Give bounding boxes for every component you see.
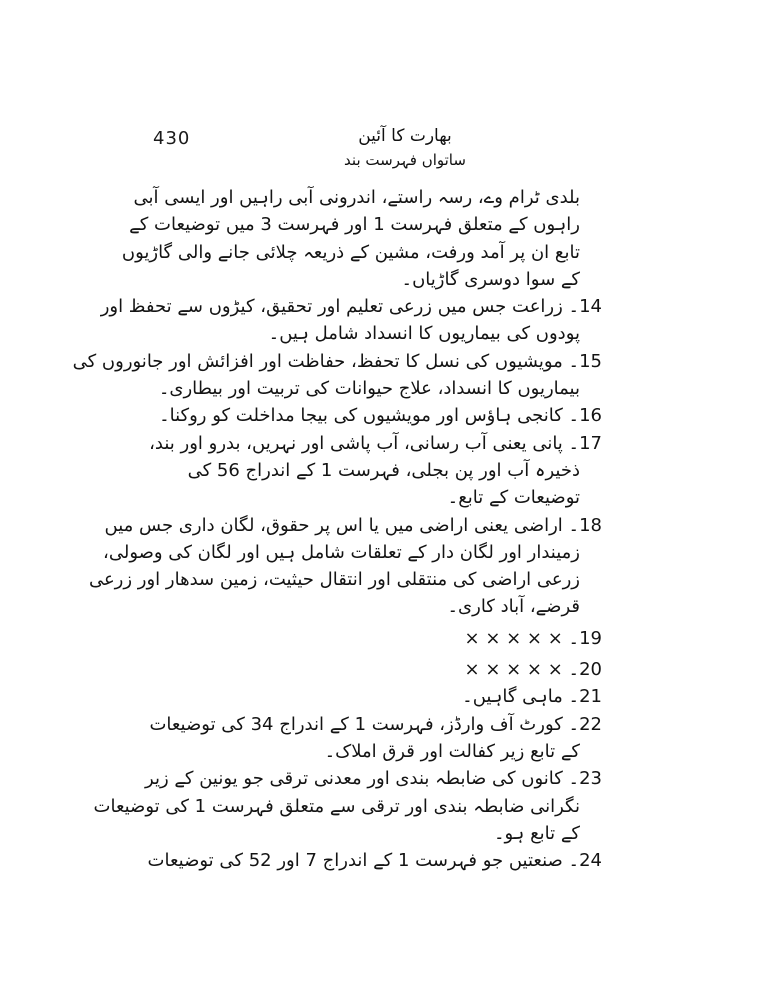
- text-line: کے تابع ہو۔: [493, 822, 580, 844]
- page-header: [344, 124, 466, 172]
- text-line: 20۔ × × × × ×: [464, 659, 602, 681]
- text-line: زمیندار اور لگان دار کے تعلقات شامل ہیں اور لگان کی وصولی،: [103, 541, 580, 563]
- text-line: نگرانی ضابطہ بندی اور ترقی سے متعلق فہرست 1 کی توضیعات: [93, 795, 580, 817]
- text-line: 21۔ ماہی گاہیں۔: [462, 686, 602, 708]
- text-line: تابع ان پر آمد ورفت، مشین کے ذریعہ چلائی جانے والی گاڑیوں: [121, 241, 580, 263]
- schedule-heading: ساتواں فہرست بند: [344, 151, 466, 169]
- text-line: 18۔ اراضی یعنی اراضی میں یا اس پر حقوق، لگان داری جس میں: [104, 514, 602, 536]
- text-line: 17۔ پانی یعنی آب رسانی، آب پاشی اور نہریں، بدرو اور بند،: [149, 432, 602, 454]
- text-line: ذخیرہ آب اور پن بجلی، فہرست 1 کے اندراج 56 کی: [187, 459, 580, 481]
- text-line: بیماریوں کا انسداد، علاج حیوانات کی تربیت اور بیطاری۔: [158, 378, 580, 400]
- text-line: کے تابع زیر کفالت اور قرق املاک۔: [324, 740, 580, 762]
- text-line: بلدی ٹرام وے، رسہ راستے، اندرونی آبی راہیں اور ایسی آبی: [133, 187, 580, 208]
- text-line: کے سوا دوسری گاڑیاں۔: [401, 268, 580, 290]
- page-number: 430: [153, 128, 191, 149]
- text-line: توضیعات کے تابع۔: [447, 487, 580, 509]
- text-line: 15۔ مویشیوں کی نسل کا تحفظ، حفاظت اور افزائش اور جانوروں کی: [72, 350, 602, 372]
- text-line: 19۔ × × × × ×: [464, 627, 602, 649]
- text-line: راہوں کے متعلق فہرست 1 اور فہرست 3 میں توضیعات کے: [129, 214, 580, 236]
- text-line: 16۔ کانجی ہاؤس اور مویشیوں کی بیجا مداخلت کو روکنا۔: [159, 405, 602, 427]
- text-line: زرعی اراضی کی منتقلی اور انتقال حیثیت، زمین سدھار اور زرعی: [88, 569, 580, 591]
- text-block: [72, 184, 602, 874]
- text-line: 24۔ صنعتیں جو فہرست 1 کے اندراج 7 اور 52 کی توضیعات: [147, 850, 602, 872]
- text-line: 22۔ کورٹ آف وارڈز، فہرست 1 کے اندراج 34 کی توضیعات: [149, 713, 602, 735]
- book-title: بھارت کا آئین: [358, 126, 452, 146]
- text-line: 23۔ کانوں کی ضابطہ بندی اور معدنی ترقی جو یونین کے زیر: [145, 768, 602, 790]
- text-line: قرضے، آباد کاری۔: [447, 596, 580, 618]
- text-line: پودوں کی بیماریوں کا انسداد شامل ہیں۔: [268, 323, 580, 345]
- text-line: 14۔ زراعت جس میں زرعی تعلیم اور تحقیق، کیڑوں سے تحفظ اور: [100, 296, 602, 318]
